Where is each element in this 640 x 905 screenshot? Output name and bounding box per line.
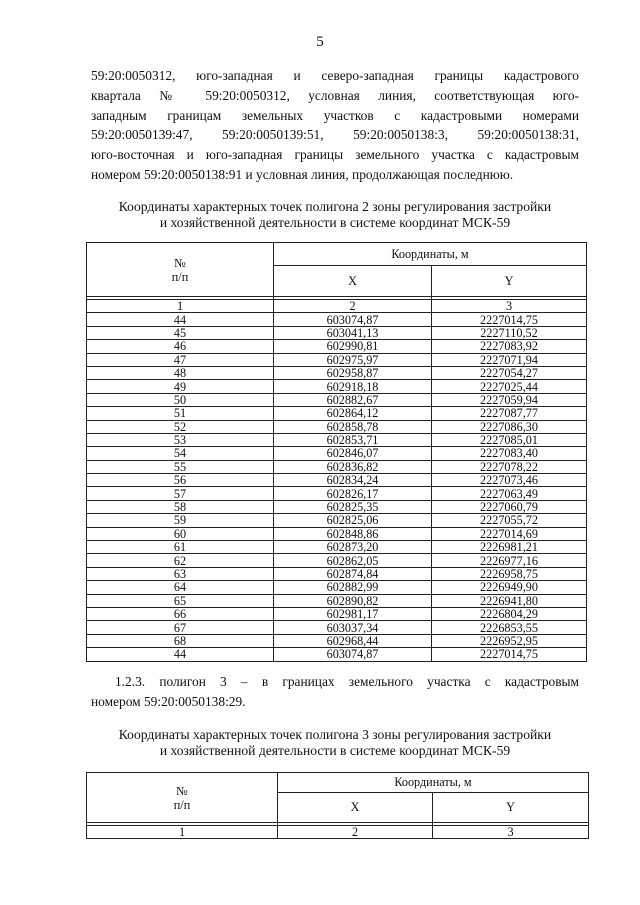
x-coordinate-cell: 602864,12 (274, 407, 432, 420)
y-coordinate-cell: 2226941,80 (432, 594, 587, 607)
y-coordinate-cell: 2227025,44 (432, 380, 587, 393)
y-coordinate-cell: 2227063,49 (432, 487, 587, 500)
table-row (87, 554, 587, 567)
polygon3-coordinates-table (86, 772, 589, 839)
y-coordinate-cell: 2226952,95 (432, 634, 587, 647)
y-header: Y (433, 793, 589, 823)
column-number: 1 (87, 300, 274, 313)
table-row (87, 366, 587, 379)
y-coordinate-cell: 2227014,69 (432, 527, 587, 540)
intro-line: западным границам земельных участков с кадастровыми номерами (91, 107, 579, 123)
y-coordinate-cell: 2227071,94 (432, 353, 587, 366)
x-coordinate-cell: 602873,20 (274, 541, 432, 554)
x-coordinate-cell: 602882,67 (274, 393, 432, 406)
heading-line: Координаты характерных точек полигона 3 зоны регулирования застройки (118, 727, 552, 742)
y-coordinate-cell: 2227083,40 (432, 447, 587, 460)
x-coordinate-cell: 602825,35 (274, 500, 432, 513)
x-coordinate-cell: 603037,34 (274, 621, 432, 634)
column-number: 3 (432, 300, 587, 313)
x-coordinate-cell: 602853,71 (274, 433, 432, 446)
table-row (87, 500, 587, 513)
table-row (87, 487, 587, 500)
point-number-cell: 64 (87, 581, 274, 594)
table-row (87, 313, 587, 326)
intro-paragraph (91, 66, 579, 185)
table-row (87, 581, 587, 594)
table-row (87, 340, 587, 353)
polygon2-rows (87, 313, 587, 661)
table-row (87, 474, 587, 487)
x-coordinate-cell: 602882,99 (274, 581, 432, 594)
col-num-header (87, 773, 278, 823)
point-number-cell: 51 (87, 407, 274, 420)
point-number-cell: 54 (87, 447, 274, 460)
y-header: Y (432, 266, 587, 297)
point-number-cell: 59 (87, 514, 274, 527)
y-coordinate-cell: 2227086,30 (432, 420, 587, 433)
point-number-cell: 49 (87, 380, 274, 393)
point-number-cell: 68 (87, 634, 274, 647)
polygon2-heading (80, 199, 590, 230)
table-row (87, 393, 587, 406)
page-number: 5 (316, 34, 324, 50)
point-number-cell: 63 (87, 567, 274, 580)
intro-line: 59:20:0050139:47, 59:20:0050139:51, 59:20:0050138:3, 59:20:0050138:31, (91, 127, 579, 143)
x-coordinate-cell: 602918,18 (274, 380, 432, 393)
y-coordinate-cell: 2226977,16 (432, 554, 587, 567)
y-coordinate-cell: 2227059,94 (432, 393, 587, 406)
table-row (87, 420, 587, 433)
col-num-sub: п/п (171, 269, 189, 284)
table-row (87, 541, 587, 554)
table-row (87, 634, 587, 647)
column-number: 3 (433, 826, 589, 839)
x-coordinate-cell: 602990,81 (274, 340, 432, 353)
y-coordinate-cell: 2226949,90 (432, 581, 587, 594)
y-coordinate-cell: 2227085,01 (432, 433, 587, 446)
point-number-cell: 50 (87, 393, 274, 406)
coords-header: Координаты, м (278, 773, 589, 793)
column-number: 2 (274, 300, 432, 313)
heading-line: и хозяйственной деятельности в системе координат МСК-59 (159, 742, 511, 758)
point-number-cell: 58 (87, 500, 274, 513)
y-coordinate-cell: 2226958,75 (432, 567, 587, 580)
y-coordinate-cell: 2227055,72 (432, 514, 587, 527)
y-coordinate-cell: 2227083,92 (432, 340, 587, 353)
table-row (87, 326, 587, 339)
point-number-cell: 60 (87, 527, 274, 540)
heading-line: Координаты характерных точек полигона 2 зоны регулирования застройки (118, 199, 552, 214)
coords-header: Координаты, м (274, 243, 587, 266)
x-coordinate-cell: 602848,86 (274, 527, 432, 540)
table-row (87, 527, 587, 540)
x-coordinate-cell: 602958,87 (274, 366, 432, 379)
y-coordinate-cell: 2227087,77 (432, 407, 587, 420)
y-coordinate-cell: 2227060,79 (432, 500, 587, 513)
polygon2-coordinates-table (86, 242, 587, 662)
table-row (87, 353, 587, 366)
table-row (87, 447, 587, 460)
x-coordinate-cell: 603074,87 (274, 648, 432, 661)
point-number-cell: 44 (87, 648, 274, 661)
column-number: 2 (278, 826, 433, 839)
y-coordinate-cell: 2227014,75 (432, 313, 587, 326)
x-coordinate-cell: 602826,17 (274, 487, 432, 500)
x-coordinate-cell: 603041,13 (274, 326, 432, 339)
x-coordinate-cell: 602975,97 (274, 353, 432, 366)
x-coordinate-cell: 602968,44 (274, 634, 432, 647)
x-header: X (278, 793, 433, 823)
col-num-sub: п/п (173, 797, 191, 812)
point-number-cell: 48 (87, 366, 274, 379)
point-number-cell: 56 (87, 474, 274, 487)
point-number-cell: 44 (87, 313, 274, 326)
table-row (87, 594, 587, 607)
x-coordinate-cell: 602890,82 (274, 594, 432, 607)
x-coordinate-cell: 602836,82 (274, 460, 432, 473)
polygon3-paragraph (91, 672, 579, 712)
table-row (87, 460, 587, 473)
point-number-cell: 66 (87, 607, 274, 620)
point-number-cell: 45 (87, 326, 274, 339)
point-number-cell: 62 (87, 554, 274, 567)
table-row (87, 607, 587, 620)
y-coordinate-cell: 2227110,52 (432, 326, 587, 339)
table-row (87, 567, 587, 580)
x-coordinate-cell: 602858,78 (274, 420, 432, 433)
intro-line: 59:20:0050312, юго-западная и северо-западная границы кадастрового (91, 68, 579, 83)
point-number-cell: 46 (87, 340, 274, 353)
point-number-cell: 67 (87, 621, 274, 634)
x-coordinate-cell: 602834,24 (274, 474, 432, 487)
intro-line: квартала № 59:20:0050312, условная линия, соответствующая юго- (91, 87, 579, 103)
x-coordinate-cell: 602874,84 (274, 567, 432, 580)
y-coordinate-cell: 2227054,27 (432, 366, 587, 379)
table-row (87, 407, 587, 420)
point-number-cell: 57 (87, 487, 274, 500)
point-number-cell: 65 (87, 594, 274, 607)
y-coordinate-cell: 2226804,29 (432, 607, 587, 620)
point-number-cell: 61 (87, 541, 274, 554)
heading-line: и хозяйственной деятельности в системе координат МСК-59 (159, 214, 511, 230)
table-row (87, 648, 587, 661)
point-number-cell: 47 (87, 353, 274, 366)
point-number-cell: 53 (87, 433, 274, 446)
y-coordinate-cell: 2226981,21 (432, 541, 587, 554)
polygon3-line: номером 59:20:0050138:29. (91, 693, 246, 709)
y-coordinate-cell: 2227014,75 (432, 648, 587, 661)
col-num-header (87, 243, 274, 297)
table-row (87, 621, 587, 634)
polygon3-heading (80, 727, 590, 758)
x-coordinate-cell: 602862,05 (274, 554, 432, 567)
point-number-cell: 55 (87, 460, 274, 473)
x-header: X (274, 266, 432, 297)
y-coordinate-cell: 2227078,22 (432, 460, 587, 473)
x-coordinate-cell: 602825,06 (274, 514, 432, 527)
table-row (87, 514, 587, 527)
table-row (87, 380, 587, 393)
col-num-label: № (174, 255, 186, 270)
col-num-label: № (176, 783, 188, 798)
y-coordinate-cell: 2227073,46 (432, 474, 587, 487)
point-number-cell: 52 (87, 420, 274, 433)
polygon3-line: 1.2.3. полигон 3 – в границах земельного участка с кадастровым (115, 674, 579, 689)
x-coordinate-cell: 603074,87 (274, 313, 432, 326)
x-coordinate-cell: 602981,17 (274, 607, 432, 620)
x-coordinate-cell: 602846,07 (274, 447, 432, 460)
intro-line: номером 59:20:0050138:91 и условная линия, продолжающая последнюю. (91, 166, 514, 182)
intro-line: юго-восточная и юго-западная границы земельного участка с кадастровым (91, 147, 579, 163)
y-coordinate-cell: 2226853,55 (432, 621, 587, 634)
table-row (87, 433, 587, 446)
column-number: 1 (87, 826, 278, 839)
